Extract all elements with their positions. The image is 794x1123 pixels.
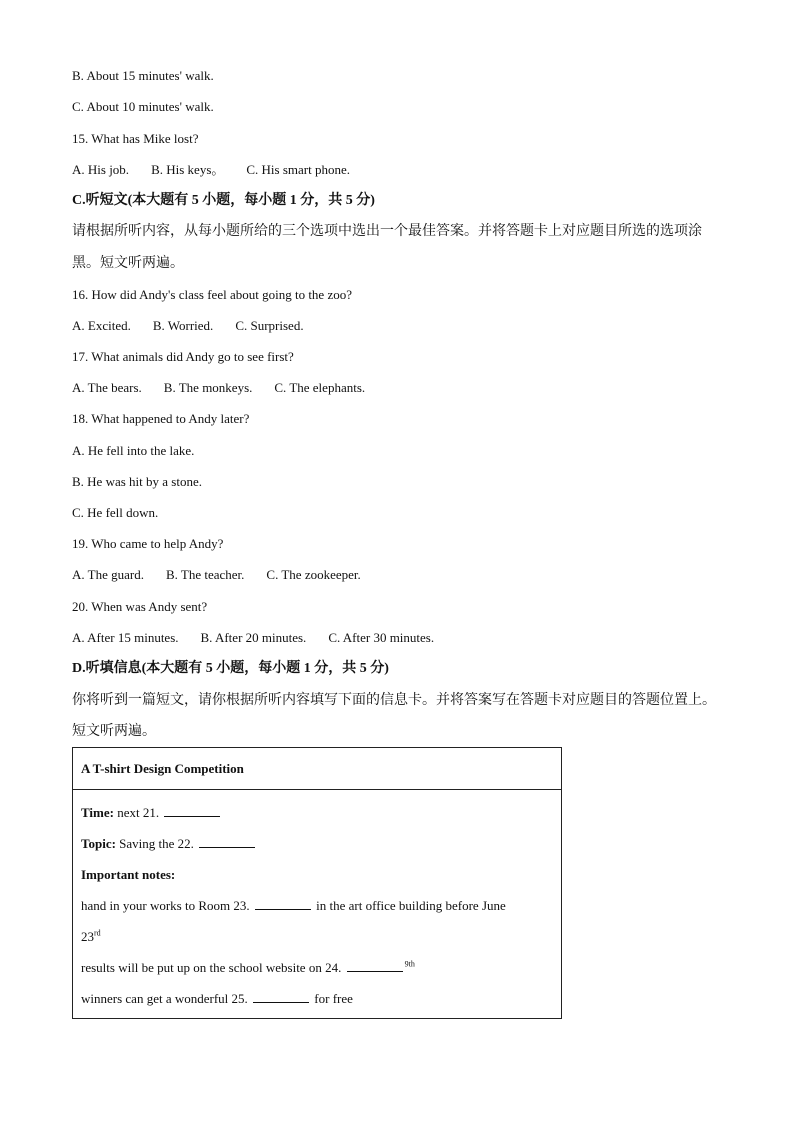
q16-option-b: B. Worried. [152, 318, 214, 333]
q19-question: 19. Who came to help Andy? [72, 536, 224, 551]
q20-option-b: B. After 20 minutes. [200, 630, 307, 645]
section-c-instruction-1: 请根据所听内容，从每小题所给的三个选项中选出一个最佳答案。并将答题卡上对应题目所选的选项涂 [72, 224, 702, 239]
blank-24 [347, 959, 403, 972]
note-3 [81, 990, 353, 1008]
q18-question: 18. What happened to Andy later? [72, 411, 250, 426]
info-card-header [73, 748, 561, 790]
info-card-time [81, 804, 222, 822]
q15-option-c: C. His smart phone. [246, 162, 351, 177]
q20-option-a: A. After 15 minutes. [72, 630, 179, 645]
section-d-heading: D.听填信息(本大题有 5 小题，每小题 1 分，共 5 分) [72, 661, 389, 676]
notes-label: Important notes: [81, 867, 176, 882]
q20-option-c: C. After 30 minutes. [328, 630, 435, 645]
q19-option-c: C. The zookeeper. [266, 567, 361, 582]
blank-21 [164, 804, 220, 817]
time-text: next 21. [117, 805, 160, 820]
q20-question: 20. When was Andy sent? [72, 599, 208, 614]
info-card-topic [81, 835, 257, 853]
q19-options [72, 566, 361, 584]
q16-option-c: C. Surprised. [235, 318, 304, 333]
q17-option-b: B. The monkeys. [163, 380, 253, 395]
q14-option-b: B. About 15 minutes' walk. [72, 68, 214, 83]
q14-option-c: C. About 10 minutes' walk. [72, 99, 214, 114]
q15-option-b: B. His keys。 [151, 162, 225, 177]
section-c-instruction-2: 黑。短文听两遍。 [72, 256, 184, 271]
q16-options [72, 317, 304, 335]
topic-text: Saving the 22. [119, 836, 194, 851]
blank-22 [199, 835, 255, 848]
section-d-instruction-1: 你将听到一篇短文，请你根据所听内容填写下面的信息卡。并将答案写在答题卡对应题目的答题位置上。 [72, 693, 716, 708]
q15-option-a: A. His job. [72, 162, 130, 177]
q15-question: 15. What has Mike lost? [72, 131, 199, 146]
q18-option-a: A. He fell into the lake. [72, 443, 195, 458]
note-3-after: for free [314, 991, 353, 1006]
q17-option-c: C. The elephants. [274, 380, 366, 395]
q19-option-b: B. The teacher. [165, 567, 245, 582]
note-2 [81, 959, 415, 977]
time-label: Time: [81, 805, 114, 820]
info-card [72, 747, 562, 1019]
q18-option-b: B. He was hit by a stone. [72, 474, 202, 489]
blank-23 [255, 897, 311, 910]
q19-option-a: A. The guard. [72, 567, 144, 582]
note-1-date-sup: rd [94, 928, 101, 938]
q15-options [72, 161, 350, 179]
note-2-sup: 9th [404, 959, 415, 969]
q18-option-c: C. He fell down. [72, 505, 159, 520]
note-3-before: winners can get a wonderful 25. [81, 991, 248, 1006]
q17-options [72, 379, 365, 397]
topic-label: Topic: [81, 836, 116, 851]
q17-question: 17. What animals did Andy go to see first? [72, 349, 294, 364]
note-1-before: hand in your works to Room 23. [81, 898, 250, 913]
info-card-title: A T-shirt Design Competition [81, 761, 244, 776]
note-1-after: in the art office building before June [316, 898, 506, 913]
section-c-heading: C.听短文(本大题有 5 小题，每小题 1 分，共 5 分) [72, 193, 375, 208]
blank-25 [253, 990, 309, 1003]
note-2-before: results will be put up on the school website on 24. [81, 960, 342, 975]
q16-question: 16. How did Andy's class feel about going to the zoo? [72, 287, 352, 302]
note-1 [81, 897, 506, 915]
note-1-date: 23rd [81, 928, 101, 944]
q16-option-a: A. Excited. [72, 318, 131, 333]
section-d-instruction-2: 短文听两遍。 [72, 724, 156, 739]
q17-option-a: A. The bears. [72, 380, 142, 395]
q20-options [72, 629, 434, 647]
